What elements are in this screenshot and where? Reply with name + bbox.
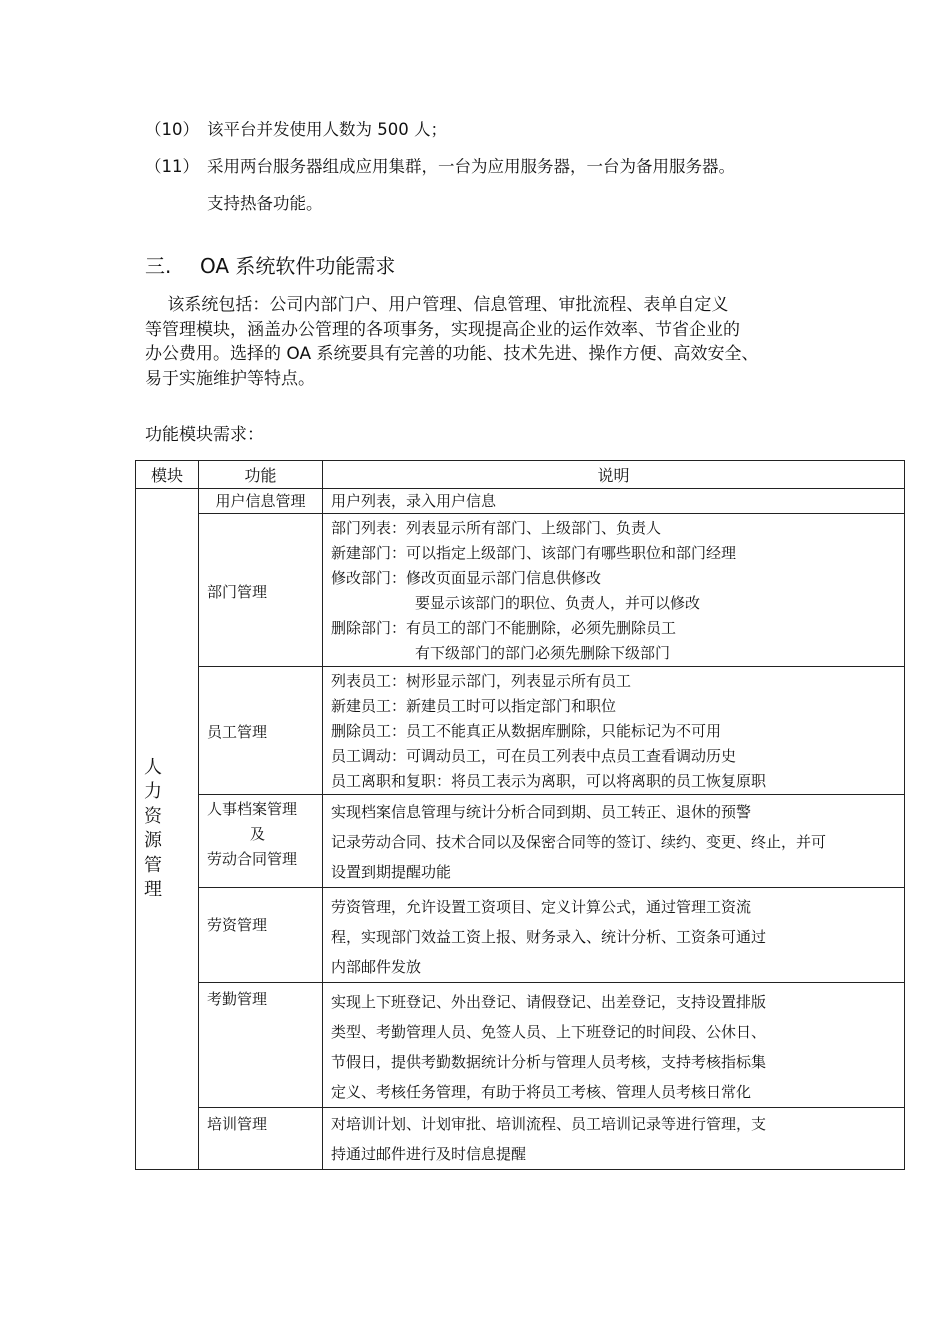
description-line: 列表员工：树形显示部门，列表显示所有员工	[331, 672, 632, 690]
module-char: 人	[144, 756, 162, 778]
description-line: 删除部门：有员工的部门不能删除，必须先删除员工	[331, 619, 677, 637]
module-char: 源	[144, 830, 162, 851]
function-line: 劳动合同管理	[207, 850, 298, 868]
section-heading	[145, 250, 395, 279]
description-line: 设置到期提醒功能	[331, 863, 452, 881]
intro-paragraph	[145, 293, 825, 391]
description-line: 员工调动：可调动员工，可在员工列表中点员工查看调动历史	[331, 747, 737, 765]
function-line: 及	[249, 825, 265, 843]
module-char: 资	[144, 805, 162, 827]
function-line: 人事档案管理	[207, 800, 298, 818]
table-row	[136, 489, 905, 514]
description-line: 用户列表，录入用户信息	[331, 492, 497, 510]
function-cell: 员工管理	[199, 667, 323, 795]
table-row	[136, 1108, 905, 1170]
description-cell	[323, 888, 905, 983]
table-row	[136, 888, 905, 983]
header-description: 说明	[323, 461, 905, 489]
list-text: 该平台并发使用人数为 500 人；	[207, 120, 447, 139]
description-line: 新建部门：可以指定上级部门、该部门有哪些职位和部门经理	[331, 544, 737, 562]
list-number: （11）	[145, 157, 199, 176]
module-cell-hr	[136, 489, 199, 1170]
description-line: 记录劳动合同、技术合同以及保密合同等的签订、续约、变更、终止，并可	[331, 833, 827, 851]
intro-line: 该系统包括：公司内部门户、用户管理、信息管理、审批流程、表单自定义	[145, 295, 729, 315]
list-item-10	[145, 116, 447, 140]
function-cell: 劳资管理	[199, 888, 323, 983]
description-line: 定义、考核任务管理，有助于将员工考核、管理人员考核日常化	[331, 1083, 752, 1101]
list-number: （10）	[145, 120, 199, 139]
description-cell	[323, 983, 905, 1108]
description-line: 持通过邮件进行及时信息提醒	[331, 1145, 527, 1163]
requirements-table	[135, 460, 905, 1170]
table-row	[136, 667, 905, 795]
description-line: 类型、考勤管理人员、免签人员、上下班登记的时间段、公休日、	[331, 1023, 767, 1041]
description-line: 员工离职和复职：将员工表示为离职，可以将离职的员工恢复原职	[331, 772, 767, 790]
description-line: 节假日，提供考勤数据统计分析与管理人员考核，支持考核指标集	[331, 1053, 767, 1071]
table-caption: 功能模块需求：	[145, 425, 264, 445]
function-cell: 考勤管理	[199, 983, 323, 1108]
description-line: 劳资管理，允许设置工资项目、定义计算公式，通过管理工资流	[331, 898, 752, 916]
function-cell: 部门管理	[199, 514, 323, 667]
description-line: 有下级部门的部门必须先删除下级部门	[415, 644, 671, 662]
description-line: 程，实现部门效益工资上报、财务录入、统计分析、工资条可通过	[331, 928, 767, 946]
description-line: 删除员工：员工不能真正从数据库删除，只能标记为不可用	[331, 722, 722, 740]
description-cell	[323, 514, 905, 667]
description-cell	[323, 795, 905, 888]
section-number: 三.	[145, 254, 172, 278]
function-cell: 培训管理	[199, 1108, 323, 1170]
function-cell: 用户信息管理	[199, 489, 323, 514]
description-line: 内部邮件发放	[331, 958, 422, 976]
module-char: 管	[144, 854, 162, 876]
header-module: 模块	[136, 461, 199, 489]
description-cell	[323, 667, 905, 795]
description-line: 对培训计划、计划审批、培训流程、员工培训记录等进行管理，支	[331, 1115, 767, 1133]
description-line: 新建员工：新建员工时可以指定部门和职位	[331, 697, 617, 715]
intro-line: 办公费用。选择的 OA 系统要具有完善的功能、技术先进、操作方便、高效安全、	[145, 344, 759, 364]
description-cell	[323, 1108, 905, 1170]
function-cell	[199, 795, 323, 888]
list-item-11-continuation	[145, 190, 323, 214]
description-cell	[323, 489, 905, 514]
intro-line: 等管理模块，涵盖办公管理的各项事务，实现提高企业的运作效率、节省企业的	[145, 319, 740, 340]
header-function: 功能	[199, 461, 323, 489]
table-header-row	[136, 461, 905, 489]
section-title: OA 系统软件功能需求	[200, 254, 396, 278]
table-row	[136, 514, 905, 667]
intro-line: 易于实施维护等特点。	[145, 368, 315, 389]
list-item-11	[145, 153, 735, 177]
description-line: 部门列表：列表显示所有部门、上级部门、负责人	[331, 519, 662, 537]
list-text: 采用两台服务器组成应用集群，一台为应用服务器，一台为备用服务器。	[207, 157, 735, 176]
module-char: 理	[144, 879, 162, 900]
description-line: 要显示该部门的职位、负责人，并可以修改	[415, 594, 701, 612]
list-text: 支持热备功能。	[207, 194, 323, 213]
table-row	[136, 983, 905, 1108]
description-line: 修改部门：修改页面显示部门信息供修改	[331, 569, 602, 587]
description-line: 实现上下班登记、外出登记、请假登记、出差登记，支持设置排版	[331, 993, 767, 1011]
table-row	[136, 795, 905, 888]
module-char: 力	[144, 781, 162, 802]
description-line: 实现档案信息管理与统计分析合同到期、员工转正、退休的预警	[331, 803, 752, 821]
